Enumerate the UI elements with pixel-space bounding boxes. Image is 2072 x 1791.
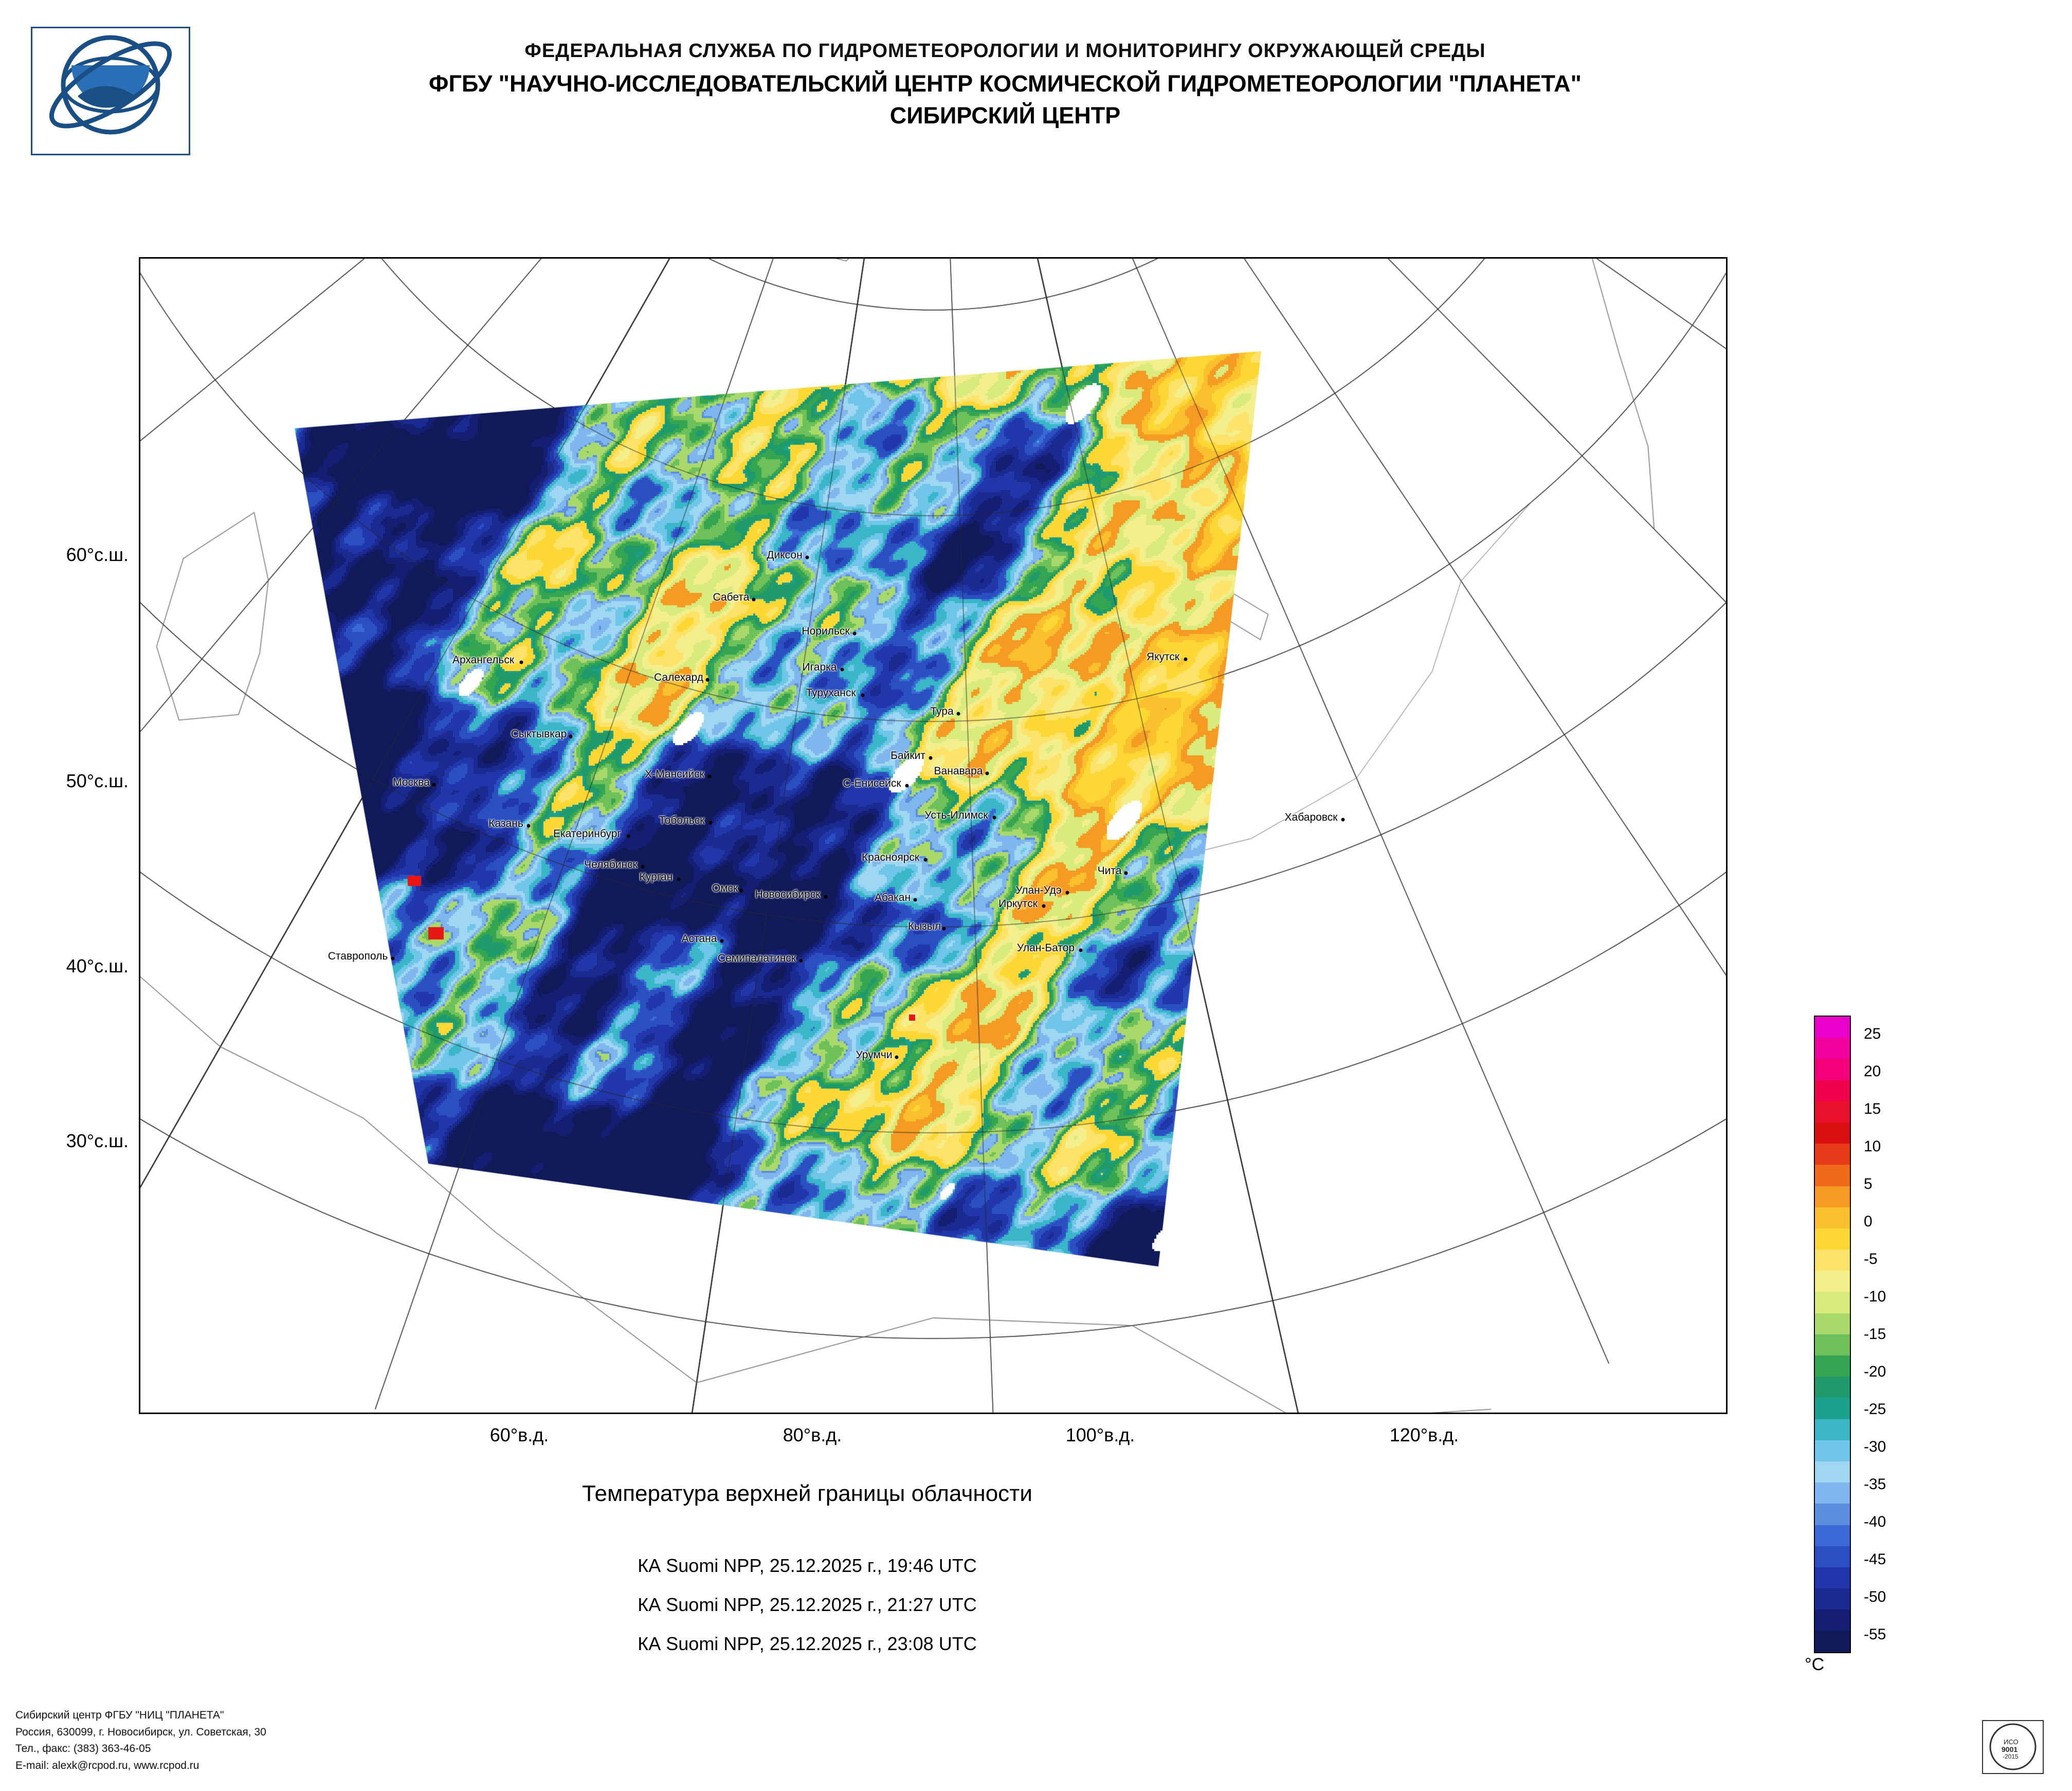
satellite-pass: КА Suomi NPP, 25.12.2025 г., 21:27 UTC: [638, 1594, 977, 1615]
colorbar-segment: [1815, 1482, 1850, 1504]
city-marker: [824, 895, 828, 899]
colorbar-segment: [1815, 1250, 1850, 1271]
city-label: С-Енисейск: [843, 777, 901, 789]
colorbar-tick-label: -55: [1864, 1625, 1886, 1643]
latitude-label: 50°с.ш.: [66, 770, 129, 791]
colorbar-tick-label: 5: [1864, 1175, 1873, 1193]
planeta-logo: [31, 27, 190, 155]
colorbar-tick-label: 10: [1864, 1138, 1881, 1155]
colorbar-segment: [1815, 1504, 1850, 1525]
city-label: Ставрополь: [328, 950, 388, 962]
city-marker: [627, 835, 630, 838]
colorbar-segment: [1815, 1165, 1850, 1186]
city-label: Казань: [488, 818, 523, 829]
city-marker: [1066, 891, 1069, 895]
city-label: Улан-Батор: [1016, 942, 1075, 954]
city-marker: [740, 889, 743, 893]
longitude-label: 100°в.д.: [1065, 1424, 1135, 1445]
agency-name: ФЕДЕРАЛЬНАЯ СЛУЖБА ПО ГИДРОМЕТЕОРОЛОГИИ И МОНИТОРИНГУ ОКРУЖАЮЩЕЙ СРЕДЫ: [524, 40, 1486, 62]
iso-certification-stamp: [1982, 1720, 2044, 1774]
city-marker: [799, 959, 803, 963]
city-label: Игарка: [802, 661, 837, 673]
city-label: Якутск: [1146, 651, 1180, 663]
footer-phone: Тел., факс: (383) 363-46-05: [15, 1743, 151, 1755]
city-label: Иркутск: [998, 898, 1038, 910]
city-marker: [391, 957, 395, 961]
map-title: Температура верхней границы облачности: [582, 1481, 1032, 1506]
city-label: Урумчи: [856, 1049, 893, 1061]
colorbar-tick-label: -30: [1864, 1438, 1886, 1455]
colorbar-tick-label: 15: [1864, 1100, 1881, 1118]
colorbar-tick-label: -40: [1864, 1513, 1886, 1530]
city-label: Москва: [393, 776, 430, 788]
colorbar-segment: [1815, 1059, 1850, 1080]
city-label: Ванавара: [934, 765, 983, 777]
svg-text:ИСО: ИСО: [2004, 1738, 2019, 1746]
colorbar-unit-label: °C: [1805, 1655, 1825, 1674]
city-label: Семипалатинск: [717, 952, 796, 964]
colorbar-segment: [1815, 1440, 1850, 1461]
svg-text:-2015: -2015: [2003, 1753, 2019, 1760]
colorbar-segment: [1815, 1334, 1850, 1355]
city-label: Туруханск: [806, 687, 856, 699]
city-marker: [942, 927, 946, 931]
colorbar-tick-label: -35: [1864, 1475, 1886, 1493]
city-marker: [914, 898, 917, 902]
colorbar-segment: [1815, 1588, 1850, 1609]
longitude-label: 80°в.д.: [783, 1424, 842, 1445]
city-marker: [806, 556, 809, 559]
colorbar-tick-label: 20: [1864, 1063, 1881, 1080]
city-marker: [895, 1056, 899, 1059]
city-marker: [709, 821, 713, 825]
colorbar-segment: [1815, 1525, 1850, 1546]
colorbar-segment: [1815, 1101, 1850, 1123]
institute-name: ФГБУ "НАУЧНО-ИССЛЕДОВАТЕЛЬСКИЙ ЦЕНТР КОСМИЧЕСКОЙ ГИДРОМЕТЕОРОЛОГИИ "ПЛАНЕТА": [429, 70, 1582, 97]
city-marker: [432, 783, 436, 787]
city-label: Тура: [930, 705, 954, 717]
satellite-pass: КА Suomi NPP, 25.12.2025 г., 19:46 UTC: [638, 1555, 977, 1576]
colorbar-segment: [1815, 1017, 1850, 1038]
colorbar-tick-label: -15: [1864, 1326, 1886, 1343]
map-frame: [139, 257, 1728, 1414]
city-marker: [993, 816, 996, 820]
city-marker: [841, 668, 844, 672]
city-marker: [1079, 949, 1083, 952]
footer-contact: [15, 1707, 266, 1774]
center-name: СИБИРСКИЙ ЦЕНТР: [889, 102, 1121, 129]
colorbar-segment: [1815, 1186, 1850, 1207]
city-label: Архангельск: [452, 654, 515, 666]
city-label: Новосибирск: [755, 889, 821, 900]
city-label: Салехард: [654, 672, 703, 683]
city-marker: [1124, 872, 1128, 875]
colorbar-segment: [1815, 1271, 1850, 1292]
colorbar-segment: [1815, 1377, 1850, 1398]
colorbar-tick-label: -20: [1864, 1363, 1886, 1380]
city-label: Тобольск: [659, 815, 705, 826]
colorbar-tick-label: -25: [1864, 1400, 1886, 1418]
longitude-label: 120°в.д.: [1389, 1424, 1459, 1445]
city-marker: [986, 772, 989, 775]
city-marker: [708, 775, 712, 779]
latitude-label: 40°с.ш.: [66, 955, 129, 976]
city-marker: [527, 824, 531, 828]
colorbar-segment: [1815, 1355, 1850, 1377]
colorbar-segment: [1815, 1207, 1850, 1228]
colorbar-segment: [1815, 1461, 1850, 1482]
satellite-pass: КА Suomi NPP, 25.12.2025 г., 23:08 UTC: [638, 1633, 977, 1654]
colorbar-segment: [1815, 1567, 1850, 1588]
city-marker: [569, 735, 573, 738]
city-label: Усть-Илимск: [924, 809, 988, 821]
colorbar-segment: [1815, 1292, 1850, 1313]
city-label: Норильск: [802, 625, 850, 637]
city-label: Чита: [1097, 865, 1122, 877]
city-label: Сабета: [713, 591, 750, 603]
city-label: Челябинск: [584, 859, 638, 871]
city-marker: [905, 784, 909, 788]
satellite-cloud-top-temperature-map: [140, 259, 1726, 1413]
colorbar-tick-label: -45: [1864, 1550, 1886, 1568]
city-marker: [641, 865, 645, 869]
city-marker: [720, 939, 724, 943]
footer-email: E-mail: alexk@rcpod.ru, www.rcpod.ru: [15, 1759, 199, 1771]
latitude-label: 30°с.ш.: [66, 1130, 129, 1151]
page-header: [221, 40, 1789, 129]
city-label: Красноярск: [861, 852, 920, 863]
colorbar-segment: [1815, 1038, 1850, 1059]
longitude-label: 60°в.д.: [489, 1424, 549, 1445]
colorbar-tick-label: 25: [1864, 1025, 1881, 1043]
city-label: Астана: [681, 933, 717, 945]
planeta-logo-icon: [32, 28, 189, 154]
city-marker: [853, 632, 857, 636]
colorbar-segment: [1815, 1631, 1850, 1652]
city-marker: [520, 661, 523, 664]
colorbar-segment: [1815, 1398, 1850, 1419]
iso-stamp-icon: [1983, 1721, 2043, 1773]
colorbar-tick-label: -5: [1864, 1251, 1878, 1268]
colorbar-segment: [1815, 1546, 1850, 1567]
city-label: Кызыл: [907, 920, 941, 932]
city-marker: [1042, 904, 1046, 908]
footer-address: Россия, 630099, г. Новосибирск, ул. Советская, 30: [15, 1726, 266, 1738]
city-marker: [1341, 818, 1345, 822]
city-label: Х-Мансийск: [645, 768, 704, 780]
city-label: Курган: [639, 871, 673, 883]
latitude-label: 60°с.ш.: [66, 544, 129, 565]
footer-org: Сибирский центр ФГБУ "НИЦ "ПЛАНЕТА": [15, 1709, 224, 1721]
colorbar-segment: [1815, 1123, 1850, 1144]
city-marker: [706, 678, 710, 682]
city-marker: [677, 878, 681, 881]
temperature-colorbar: [1814, 1016, 1851, 1653]
colorbar-segment: [1815, 1609, 1850, 1631]
city-label: Байкит: [890, 750, 925, 762]
city-label: Сыктывкар: [511, 728, 567, 740]
colorbar-tick-label: -10: [1864, 1288, 1886, 1306]
city-marker: [861, 694, 865, 697]
colorbar-segment: [1815, 1144, 1850, 1165]
city-label: Екатеринбург: [553, 828, 622, 840]
city-marker: [1184, 658, 1188, 661]
city-label: Абакан: [874, 892, 911, 903]
city-label: Хабаровск: [1284, 811, 1338, 823]
colorbar-tick-label: 0: [1864, 1213, 1873, 1231]
colorbar-segment: [1815, 1313, 1850, 1334]
colorbar-segment: [1815, 1228, 1850, 1250]
colorbar-segment: [1815, 1419, 1850, 1440]
colorbar-segment: [1815, 1080, 1850, 1101]
city-marker: [957, 712, 960, 716]
satellite-pass-list: [139, 1537, 1476, 1655]
colorbar-tick-label: -50: [1864, 1588, 1886, 1605]
city-label: Омск: [712, 882, 738, 894]
city-label: Диксон: [767, 549, 803, 561]
city-label: Улан-Удэ: [1015, 884, 1062, 896]
city-marker: [929, 756, 933, 760]
city-marker: [924, 858, 928, 862]
svg-text:9001: 9001: [2002, 1745, 2018, 1753]
city-marker: [752, 598, 756, 602]
